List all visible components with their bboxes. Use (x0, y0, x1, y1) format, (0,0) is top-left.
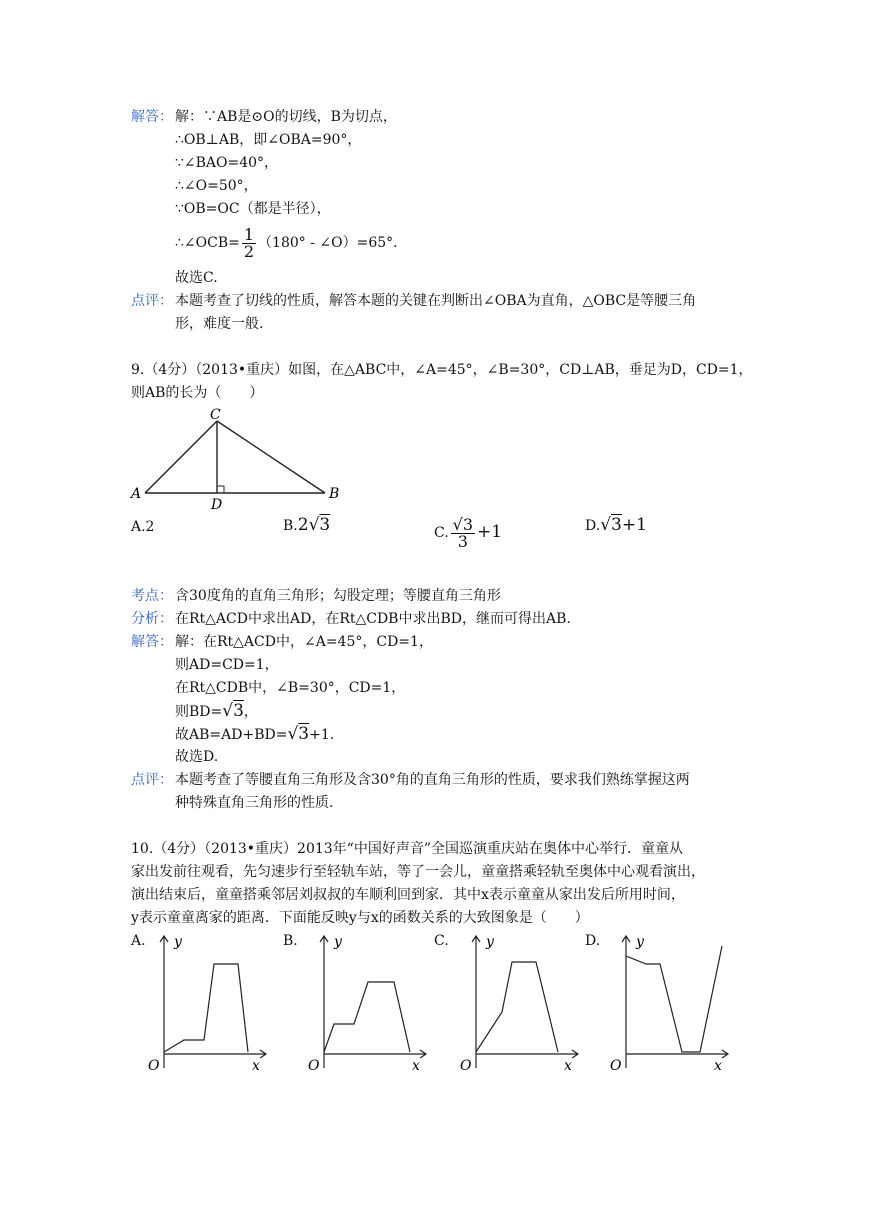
q9-option-a: A.2 (131, 519, 155, 535)
q9-solution-line: 故选D. (175, 749, 219, 765)
graph-a-label: A. (131, 933, 146, 949)
fraction: $\frac{√3}{3}$ (452, 514, 474, 551)
point-a-label: A (131, 486, 142, 502)
fraction: $\frac{1}{2}$ (243, 224, 255, 261)
point-d-label: D (211, 497, 223, 513)
radical: √3 (222, 701, 244, 721)
x-label: x (714, 1058, 722, 1074)
q9-solution-line: 故AB=AD+BD=√3+1. (175, 724, 335, 744)
graph-line (164, 964, 248, 1052)
x-label: x (564, 1058, 572, 1074)
q9-stem: 9.（4分）（2013•重庆）如图，在△ABC中，∠A=45°，∠B=30°，CD⊥AB，垂足为D，CD=1， (131, 362, 753, 378)
q9-option-b: B.2√3 (283, 515, 331, 535)
q9-comment-text: 种特殊直角三角形的性质. (175, 795, 334, 811)
graph-line (324, 982, 410, 1052)
q10-stem: 演出结束后，童童搭乘邻居刘叔叔的车顺利回到家．其中x表示童童从家出发后所用时间， (131, 887, 685, 903)
radical: √3 (287, 724, 310, 744)
origin-label: O (460, 1058, 472, 1074)
q8-solution-label: 解答： (131, 109, 173, 125)
q9-comment-label: 点评： (131, 772, 173, 788)
q9-point-label: 考点： (131, 588, 173, 604)
x-label: x (252, 1058, 260, 1074)
origin-label: O (148, 1058, 160, 1074)
right-angle-mark (217, 486, 224, 493)
graph-a (140, 928, 280, 1078)
q8-solution-line: ∴∠O=50°， (175, 178, 258, 194)
q8-solution-line: ∴OB⊥AB，即∠OBA=90°， (175, 132, 362, 148)
graph-d-label: D. (585, 933, 601, 949)
graph-b-label: B. (283, 933, 298, 949)
q8-solution-fraction-line (175, 226, 407, 260)
q8-solution-line: 解：∵AB是⊙O的切线，B为切点， (175, 109, 397, 125)
q9-option-d: D.√3+1 (585, 515, 647, 535)
q9-solution-line: 则BD=√3， (175, 701, 258, 721)
origin-label: O (308, 1058, 320, 1074)
q10-stem: 10.（4分）（2013•重庆）2013年“中国好声音”全国巡演重庆站在奥体中心举行．童童从 (131, 841, 684, 857)
y-label: y (486, 934, 494, 950)
q9-point-text: 含30度角的直角三角形；勾股定理；等腰直角三角形 (175, 588, 501, 604)
q10-stem: y表示童童离家的距离．下面能反映y与x的函数关系的大致图象是（ ） (131, 910, 589, 926)
q8-solution-line: ∵OB=OC（都是半径）， (175, 201, 331, 217)
graph-c (452, 928, 592, 1078)
q9-solution-line: 则AD=CD=1， (175, 657, 279, 673)
q8-comment-text: 本题考查了切线的性质，解答本题的关键在判断出∠OBA为直角，△OBC是等腰三角 (175, 293, 697, 309)
origin-label: O (610, 1058, 622, 1074)
graph-c-label: C. (434, 933, 449, 949)
q8-solution-line: ∴∠OCB= (175, 235, 240, 251)
q8-comment-text: 形，难度一般. (175, 316, 264, 332)
side-bc (217, 421, 325, 493)
q10-stem: 家出发前往观看，先匀速步行至轻轨车站，等了一会儿，童童搭乘轻轨至奥体中心观看演出， (131, 864, 705, 880)
q9-analysis-text: 在Rt△ACD中求出AD，在Rt△CDB中求出BD，继而可得出AB. (175, 611, 571, 627)
q9-option-c: C. $\frac{√3}{3}$ +1 (434, 514, 503, 551)
radical: √3+1 (600, 515, 647, 535)
q9-stem: 则AB的长为（ ） (131, 385, 264, 401)
q9-solution-line: 解：在Rt△ACD中，∠A=45°，CD=1， (175, 634, 433, 650)
q9-solution-line: 在Rt△CDB中，∠B=30°，CD=1， (175, 680, 406, 696)
q8-solution-line: ∵∠BAO=40°， (175, 155, 279, 171)
q8-solution-line: 故选C. (175, 270, 218, 286)
q9-triangle-figure (125, 405, 355, 515)
graph-line (476, 962, 558, 1052)
y-label: y (334, 934, 342, 950)
y-label: y (174, 934, 182, 950)
graph-b (300, 928, 440, 1078)
point-b-label: B (329, 486, 340, 502)
radical: 2√3 (297, 515, 331, 535)
side-ac (145, 421, 217, 493)
q9-analysis-label: 分析： (131, 611, 173, 627)
q8-solution-line: （180° - ∠O）=65°． (258, 235, 408, 251)
q9-solution-label: 解答： (131, 634, 173, 650)
graph-d (602, 928, 742, 1078)
x-label: x (412, 1058, 420, 1074)
graph-line (626, 946, 722, 1052)
y-label: y (636, 934, 644, 950)
point-c-label: C (210, 407, 221, 423)
q9-comment-text: 本题考查了等腰直角三角形及含30°角的直角三角形的性质，要求我们熟练掌握这两 (175, 772, 690, 788)
q8-comment-label: 点评： (131, 293, 173, 309)
